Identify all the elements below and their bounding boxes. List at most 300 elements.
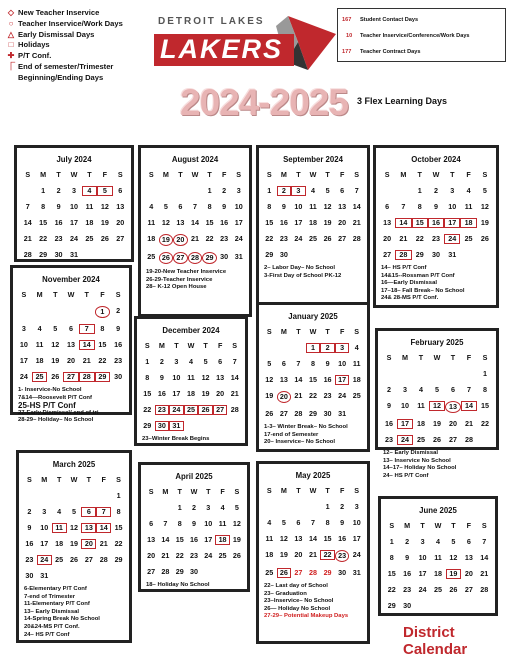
day-cell: 8 [41,202,46,211]
day-cell: 13 [66,340,75,349]
empty-cell [173,186,188,196]
note-line: 27-Early Dismissal/ end of tri [18,409,99,416]
weekday-header: T [56,475,62,484]
legend [6,8,123,84]
weekday-header: T [174,341,179,350]
day-cell: 10 [204,519,213,528]
weekday-header: T [450,170,455,179]
day-cell: 31 [234,252,243,261]
day-cell: 1 [95,306,111,318]
day-cell: 3 [335,343,350,353]
month-title: February 2025 [410,338,464,347]
day-cell: 1 [145,357,150,366]
day-cell: 7 [232,357,237,366]
day-cell: 27 [173,252,188,264]
day-cell: 19 [51,356,60,365]
square-icon: □ [8,40,14,50]
note-line: 16—Early Dismissal [381,280,437,287]
weekday-header: F [102,170,108,179]
day-cell: 23 [431,234,440,243]
weekday-header: W [434,521,442,530]
day-cell: 8 [116,507,121,516]
note-line: 17-end of Semester [264,431,319,438]
day-cell: 1 [207,186,212,195]
note-line: 26-29-Teacher Inservice [146,276,213,283]
day-cell: 10 [418,553,427,562]
day-cell: 25 [184,405,199,415]
day-cell: 6 [178,202,183,211]
empty-cell [381,369,397,379]
day-cell: 16 [25,539,34,548]
weekday-header: F [100,290,105,299]
empty-cell [429,369,445,379]
day-cell: 2 [387,385,391,394]
day-cell: 2 [433,186,438,195]
day-cell: 9 [405,553,410,562]
day-cell: 22 [481,419,489,428]
day-cell: 24 [418,585,427,594]
day-cell: 30 [189,567,198,576]
day-cell: 11 [417,401,425,410]
day-cell: 18 [85,218,94,227]
weekday-header: W [70,170,78,179]
month-calendar [134,316,248,446]
legend-row [6,51,123,62]
day-cell: 11 [434,553,442,562]
day-cell: 19 [279,550,288,559]
weekday-header: T [87,170,92,179]
weekday-header: T [296,486,301,495]
day-cell: 12 [201,373,210,382]
month-title: September 2024 [283,155,343,164]
day-cell: 15 [143,389,152,398]
day-cell: 8 [417,202,422,211]
day-cell: 22 [114,539,123,548]
day-grid [22,475,126,581]
month-notes [142,436,241,444]
day-cell: 9 [191,519,196,528]
note-line: 28– K-12 Open House [146,284,207,291]
day-cell: 18 [460,218,476,228]
note-line: 13– Inservice No School [383,457,451,464]
day-cell: 26 [198,405,213,415]
day-cell: 21 [190,234,199,243]
day-grid [381,353,493,445]
day-cell: 22 [98,356,107,365]
day-cell: 11 [187,373,195,382]
day-cell: 3 [42,507,47,516]
day-cell: 5 [281,518,286,527]
day-cell: 4 [188,357,193,366]
day-cell: 22 [143,405,152,414]
day-cell: 9 [116,324,121,333]
month-calendar [138,145,252,317]
day-cell: 5 [53,324,58,333]
empty-cell [291,343,306,353]
day-cell: 20 [216,389,225,398]
empty-cell [188,186,203,196]
day-cell: 26 [100,234,109,243]
day-cell: 28 [294,409,303,418]
day-cell: 20 [449,419,457,428]
day-cell: 2 [27,507,32,516]
day-cell: 19 [232,535,241,544]
day-cell: 28 [395,250,411,260]
day-cell: 27 [464,585,473,594]
day-cell: 15 [205,218,214,227]
weekday-header: M [158,341,165,350]
weekday-header: T [86,475,92,484]
day-cell: 9 [56,202,61,211]
day-cell: 4 [149,202,154,211]
day-cell: 3 [21,324,26,333]
empty-cell [277,343,292,353]
day-cell: 21 [480,569,489,578]
month-calendar [256,302,370,452]
legend-label: New Teacher Inservice [18,8,100,17]
note-line: 24– HS P/T Conf [383,472,429,479]
weekday-header: M [402,353,408,362]
day-cell: 16 [189,535,198,544]
day-cell: 10 [338,359,347,368]
weekday-header: T [325,486,330,495]
day-cell: 24 [397,435,413,445]
day-cell: 5 [234,503,239,512]
day-cell: 23 [220,234,229,243]
day-cell: 1 [389,537,394,546]
day-cell: 4 [354,343,359,352]
month-title: May 2025 [295,471,331,480]
day-cell: 8 [310,359,315,368]
weekday-header: T [417,170,422,179]
day-cell: 29 [114,555,123,564]
legend-label: Early Dismissal Days [18,29,95,39]
day-cell: 2 [56,186,61,195]
day-cell: 19 [446,569,461,579]
key-counts [337,8,506,62]
day-cell: 7 [192,202,197,211]
day-cell: 21 [82,356,91,365]
note-line: 1-3– Winter Break– No School [264,424,348,430]
weekday-header: F [339,486,345,495]
day-cell: 4 [435,537,440,546]
day-cell: 12 [323,202,332,211]
day-cell: 17 [204,535,213,544]
day-cell: 7 [401,202,406,211]
day-cell: 13 [81,523,96,533]
day-cell: 20 [294,550,303,559]
day-cell: 3 [174,357,179,366]
weekday-header: T [207,170,212,179]
note-line: 20– Inservice– No School [264,439,336,446]
empty-cell [81,491,96,501]
day-cell: 21 [99,539,108,548]
weekday-header: S [117,170,123,179]
weekday-header: S [27,475,32,484]
day-cell: 29 [202,252,217,264]
day-cell: 25 [433,585,442,594]
day-cell: 12 [51,340,60,349]
day-cell: 16 [220,218,229,227]
day-cell: 29 [415,250,424,259]
day-cell: 9 [222,202,227,211]
day-cell: 29 [323,568,332,577]
day-cell: 8 [325,518,330,527]
day-cell: 21 [399,234,408,243]
day-cell: 12 [480,202,489,211]
day-cell: 30 [155,421,170,431]
weekday-header: T [206,487,211,496]
day-cell: 4 [310,186,315,195]
month-notes [24,586,125,639]
day-cell: 21 [294,391,303,400]
day-cell: 6 [385,202,390,211]
day-cell: 25 [85,234,94,243]
day-cell: 31 [448,250,457,259]
day-cell: 14 [352,202,361,211]
day-cell: 13 [338,202,347,211]
empty-cell [397,369,413,379]
day-cell: 11 [309,202,317,211]
month-calendar [256,461,370,644]
day-cell: 18 [417,419,425,428]
weekday-header: S [236,170,242,179]
day-cell: 2 [320,343,335,353]
day-cell: 16 [403,569,412,578]
day-cell: 5 [451,537,456,546]
day-cell: 18 [186,389,195,398]
weekday-header: S [384,170,390,179]
day-cell: 2 [159,357,164,366]
day-cell: 2 [340,502,345,511]
day-grid [262,170,364,260]
day-cell: 6 [118,186,123,195]
day-cell: 18 [308,218,317,227]
weekday-header: T [178,170,183,179]
day-cell: 25 [32,372,48,382]
day-cell: 15 [323,534,332,543]
key-number: 177 [342,49,352,55]
weekday-header: T [450,353,456,362]
day-cell: 15 [265,218,274,227]
day-cell: 19 [100,218,109,227]
day-cell: 13 [216,373,225,382]
day-cell: 19 [480,218,489,227]
day-cell: 24 [444,234,460,244]
day-cell: 1 [306,343,321,353]
day-cell: 1 [116,491,121,500]
note-line: 23–Winter Break Begins [142,436,210,442]
month-title: June 2025 [419,506,457,515]
weekday-header: S [148,487,154,496]
day-cell: 19 [69,539,78,548]
day-cell: 17 [234,218,243,227]
day-cell: 7 [310,518,315,527]
empty-cell [96,491,111,501]
day-cell: 22 [265,234,274,243]
day-cell: 24 [204,551,213,560]
day-cell: 5 [71,507,76,516]
day-cell: 30 [220,252,229,261]
day-cell: 12 [69,523,78,532]
day-cell: 22 [205,234,214,243]
day-cell: 3 [420,537,425,546]
weekday-header: T [418,353,424,362]
weekday-header: S [481,521,487,530]
day-cell: 1 [417,186,422,195]
weekday-header: M [400,170,407,179]
day-cell: 11 [35,340,44,349]
day-cell: 10 [352,518,361,527]
weekday-header: S [386,353,392,362]
day-cell: 15 [481,401,489,410]
weekday-header: F [220,487,225,496]
weekday-header: S [266,170,272,179]
key-number: 167 [342,17,352,23]
day-cell: 12 [449,553,458,562]
weekday-header: S [389,521,395,530]
day-cell: 6 [466,537,471,546]
day-cell: 27 [279,409,288,418]
day-cell: 11 [85,202,94,211]
legend-row [6,19,123,30]
day-cell: 6 [68,324,73,333]
day-cell: 4 [57,507,62,516]
month-calendar [375,328,499,479]
legend-row [6,30,123,41]
day-cell: 14 [23,218,32,227]
day-cell: 17 [172,389,181,398]
day-cell: 24 [37,555,52,565]
note-line: 2– Labor Day– No School [264,265,336,271]
day-cell: 7 [163,519,168,528]
day-grid [262,486,364,578]
day-cell: 8 [483,385,487,394]
day-cell: 7 [296,359,301,368]
day-cell: 1 [177,503,182,512]
day-cell: 26 [51,372,60,381]
day-cell: 17 [418,569,427,578]
flex-days: 3 Flex Learning Days [357,96,448,106]
day-cell: 24 [338,391,347,400]
day-grid [262,327,364,419]
day-cell: 29 [39,250,48,259]
day-cell: 5 [482,186,487,195]
day-cell: 18 [265,550,274,559]
day-cell: 13 [116,202,125,211]
note-line: 14-Spring Break No School [24,616,100,623]
month-calendar [378,496,498,616]
day-cell: 27 [116,234,125,243]
empty-cell [445,369,461,379]
day-cell: 18 [55,539,64,548]
weekday-header: S [148,170,154,179]
day-cell: 3 [206,503,211,512]
day-grid [384,521,492,611]
day-cell: 20 [383,234,392,243]
day-cell: 18 [147,234,156,243]
day-cell: 14 [395,218,411,228]
day-cell: 9 [340,518,345,527]
weekday-header: S [232,341,238,350]
day-cell: 14 [161,535,170,544]
day-cell: 28 [188,252,203,264]
circle-icon: ○ [8,18,14,28]
empty-cell [16,306,32,316]
month-notes [146,269,245,292]
key-label: Teacher Contract Days [360,49,421,55]
day-cell: 26 [323,234,332,243]
day-cell: 8 [177,519,182,528]
cross-icon: ✚ [7,51,15,61]
month-notes [146,582,243,590]
day-cell: 30 [25,571,34,580]
day-cell: 26 [69,555,78,564]
day-cell: 22 [308,391,317,400]
day-cell: 28 [465,435,473,444]
day-cell: 6 [281,359,286,368]
day-cell: 13 [383,218,392,227]
note-line: 19-20-New Teacher Inservice [146,269,227,275]
day-cell: 19 [433,419,441,428]
day-cell: 11 [464,202,473,211]
day-cell: 17 [294,218,303,227]
note-line: 25-HS P/T Conf [18,401,76,411]
weekday-header: W [309,327,317,336]
note-line: 7&14—Roosevelt P/T Conf [18,394,92,401]
day-grid [16,290,126,382]
empty-cell [37,491,52,501]
day-cell: 5 [267,359,272,368]
weekday-header: W [67,290,75,299]
day-cell: 12 [100,202,109,211]
empty-cell [291,502,306,512]
weekday-header: M [41,475,48,484]
day-cell: 28 [352,234,361,243]
day-cell: 19 [159,234,174,246]
weekday-header: S [115,290,121,299]
day-cell: 31 [169,421,184,431]
day-cell: 10 [448,202,457,211]
month-calendar [256,145,370,305]
note-line: 20&24-MS P/T Conf. [24,623,80,630]
day-cell: 30 [114,372,123,381]
day-cell: 3 [71,186,76,195]
bracket-icon: ⎾ [7,61,15,71]
day-cell: 14 [79,340,95,350]
empty-cell [158,503,172,513]
empty-cell [306,502,321,512]
day-cell: 27 [63,372,79,382]
empty-cell [144,186,159,196]
day-cell: 3 [291,186,306,196]
weekday-header: F [101,475,106,484]
day-cell: 13 [464,553,473,562]
day-cell: 15 [98,340,107,349]
weekday-header: T [177,487,182,496]
weekday-header: F [339,170,345,179]
day-cell: 3 [354,502,359,511]
day-cell: 14 [294,375,303,384]
month-title: October 2024 [411,155,461,164]
day-cell: 31 [352,568,361,577]
day-cell: 4 [37,324,42,333]
day-cell: 13 [294,534,303,543]
month-title: April 2025 [175,472,213,481]
day-cell: 7 [467,385,471,394]
note-line: 14– HS P/T Conf [381,265,427,271]
day-cell: 27 [449,435,457,444]
